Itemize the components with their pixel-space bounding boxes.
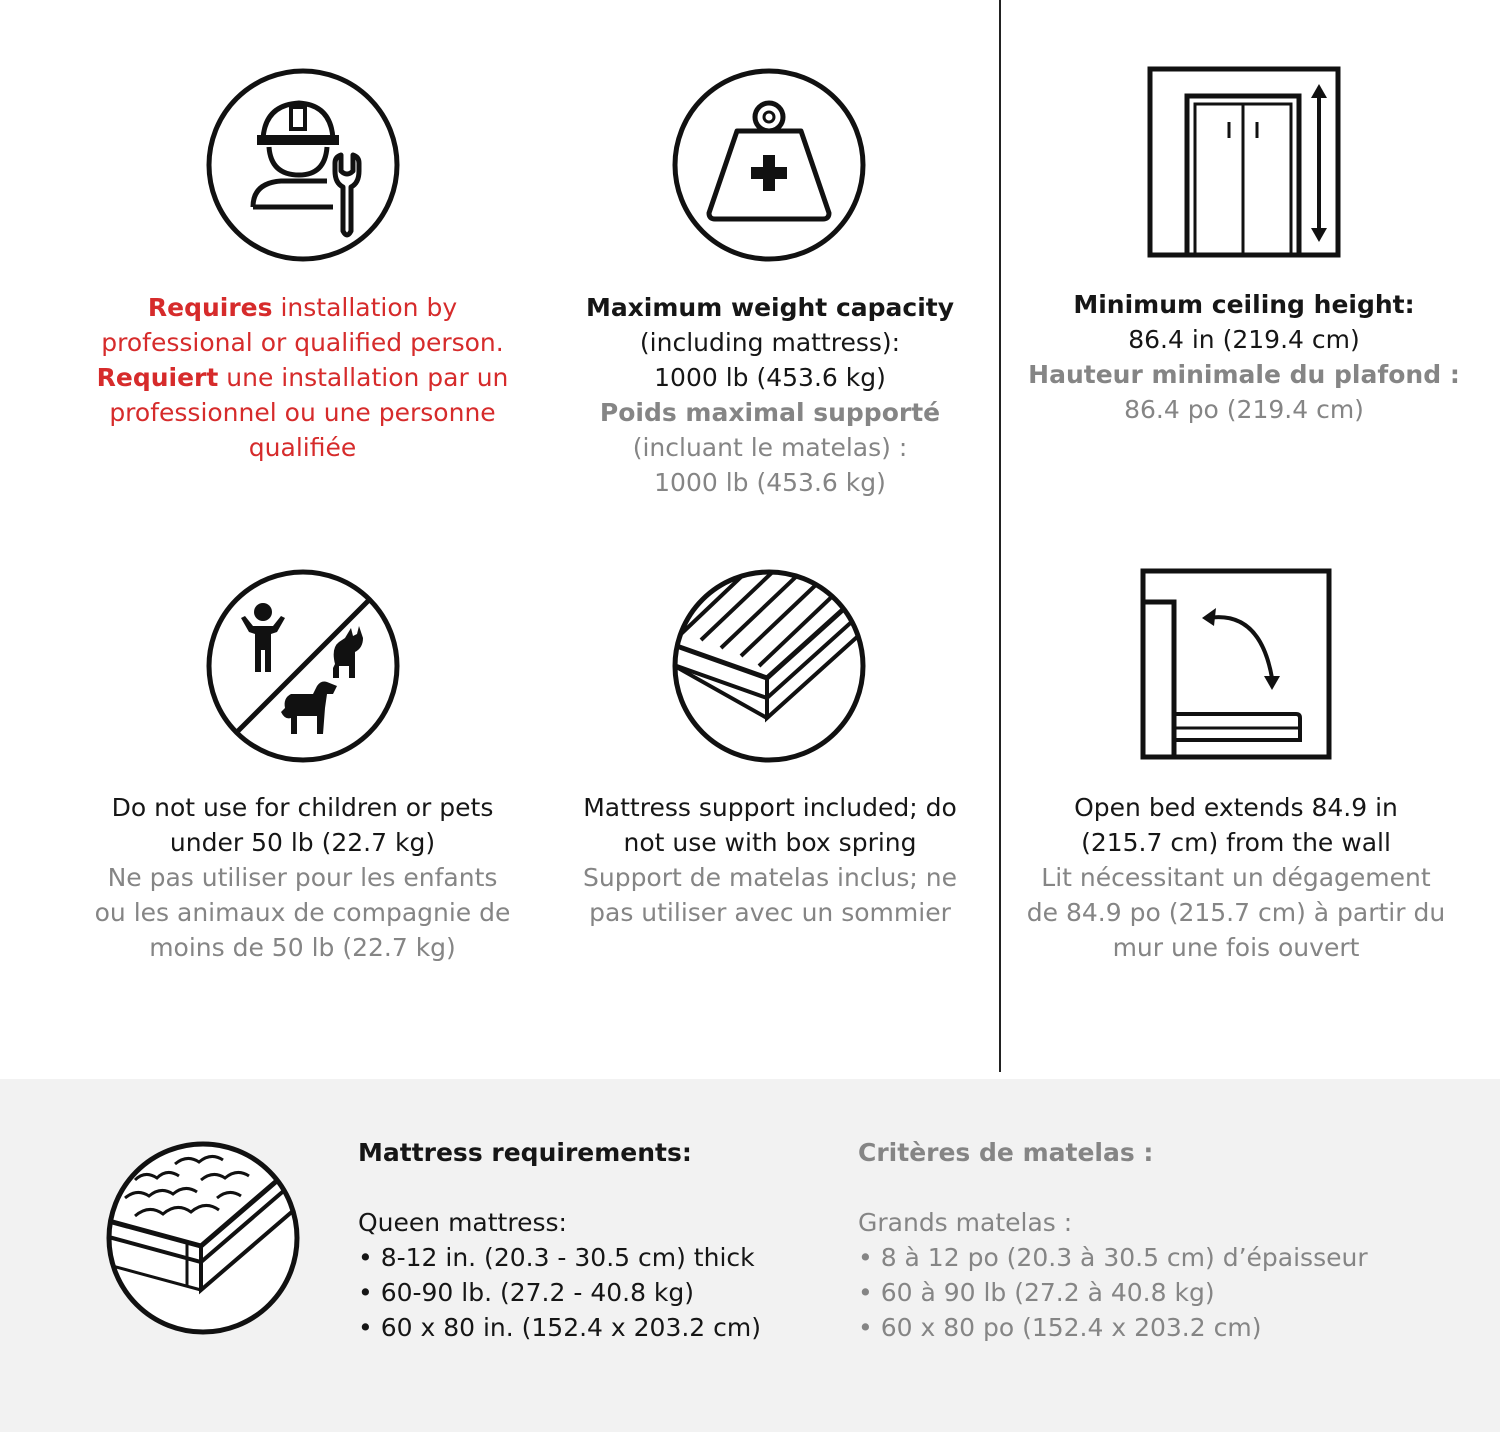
extends-text <box>1000 790 1472 965</box>
ceiling-fr-title: Hauteur minimale du plafond : <box>1028 360 1460 389</box>
support-text <box>520 790 1020 930</box>
installer-icon <box>205 67 401 263</box>
weight-en-line2: (including mattress): <box>639 328 901 357</box>
bed-extends-icon <box>1140 568 1334 762</box>
extends-fr-line3: mur une fois ouvert <box>1112 933 1360 962</box>
installation-fr-rest: une installation par un <box>218 363 509 392</box>
children-fr-line1: Ne pas utiliser pour les enfants <box>107 863 498 892</box>
mattress-support-icon <box>671 568 867 764</box>
extends-fr-line1: Lit nécessitant un dégagement <box>1041 863 1431 892</box>
mattress-fr-title: Critères de matelas : <box>858 1138 1154 1167</box>
installation-en-rest: installation by <box>272 293 458 322</box>
mattress-fr-bullet: • 60 à 90 lb (27.2 à 40.8 kg) <box>858 1278 1215 1307</box>
ceiling-fr-line2: 86.4 po (219.4 cm) <box>1124 395 1364 424</box>
mattress-icon <box>105 1140 301 1336</box>
extends-en-line1: Open bed extends 84.9 in <box>1074 793 1398 822</box>
children-fr-line2: ou les animaux de compagnie de <box>94 898 511 927</box>
installation-en-line2: professional or qualified person. <box>101 328 504 357</box>
mattress-fr-subtitle: Grands matelas : <box>858 1208 1073 1237</box>
weight-fr-title: Poids maximal supporté <box>599 398 941 427</box>
support-en-line2: not use with box spring <box>623 828 917 857</box>
support-fr-line1: Support de matelas inclus; ne <box>582 863 957 892</box>
weight-text <box>520 290 1020 500</box>
support-fr-line2: pas utiliser avec un sommier <box>589 898 951 927</box>
children-text <box>60 790 545 965</box>
ceiling-text <box>1000 287 1488 427</box>
extends-en-line2: (215.7 cm) from the wall <box>1081 828 1391 857</box>
ceiling-en-line2: 86.4 in (219.4 cm) <box>1128 325 1360 354</box>
children-fr-line3: moins de 50 lb (22.7 kg) <box>149 933 456 962</box>
weight-en-title: Maximum weight capacity <box>585 293 955 322</box>
weight-fr-line3: 1000 lb (453.6 kg) <box>654 468 886 497</box>
mattress-en-title: Mattress requirements: <box>358 1138 692 1167</box>
mattress-requirements-fr <box>858 1135 1368 1345</box>
weight-fr-line2: (incluant le matelas) : <box>632 433 908 462</box>
weight-en-line3: 1000 lb (453.6 kg) <box>654 363 886 392</box>
children-en-line2: under 50 lb (22.7 kg) <box>169 828 436 857</box>
mattress-fr-bullet: • 60 x 80 po (152.4 x 203.2 cm) <box>858 1313 1262 1342</box>
weight-icon <box>671 67 867 263</box>
children-en-line1: Do not use for children or pets <box>111 793 494 822</box>
installation-fr-bold: Requiert <box>96 363 219 392</box>
installation-fr-line3: qualifiée <box>248 433 357 462</box>
ceiling-height-icon <box>1147 66 1341 258</box>
mattress-en-bullet: • 8-12 in. (20.3 - 30.5 cm) thick <box>358 1243 755 1272</box>
installation-fr-line2: professionnel ou une personne <box>109 398 496 427</box>
mattress-en-bullet: • 60 x 80 in. (152.4 x 203.2 cm) <box>358 1313 762 1342</box>
mattress-en-bullet: • 60-90 lb. (27.2 - 40.8 kg) <box>358 1278 695 1307</box>
mattress-en-subtitle: Queen mattress: <box>358 1208 567 1237</box>
support-en-line1: Mattress support included; do <box>583 793 957 822</box>
extends-fr-line2: de 84.9 po (215.7 cm) à partir du <box>1026 898 1446 927</box>
mattress-fr-bullet: • 8 à 12 po (20.3 à 30.5 cm) d’épaisseur <box>858 1243 1368 1272</box>
mattress-requirements-en <box>358 1135 761 1345</box>
no-children-pets-icon <box>205 568 401 764</box>
installation-text <box>60 290 545 465</box>
installation-en-bold: Requires <box>147 293 273 322</box>
ceiling-en-title: Minimum ceiling height: <box>1073 290 1415 319</box>
